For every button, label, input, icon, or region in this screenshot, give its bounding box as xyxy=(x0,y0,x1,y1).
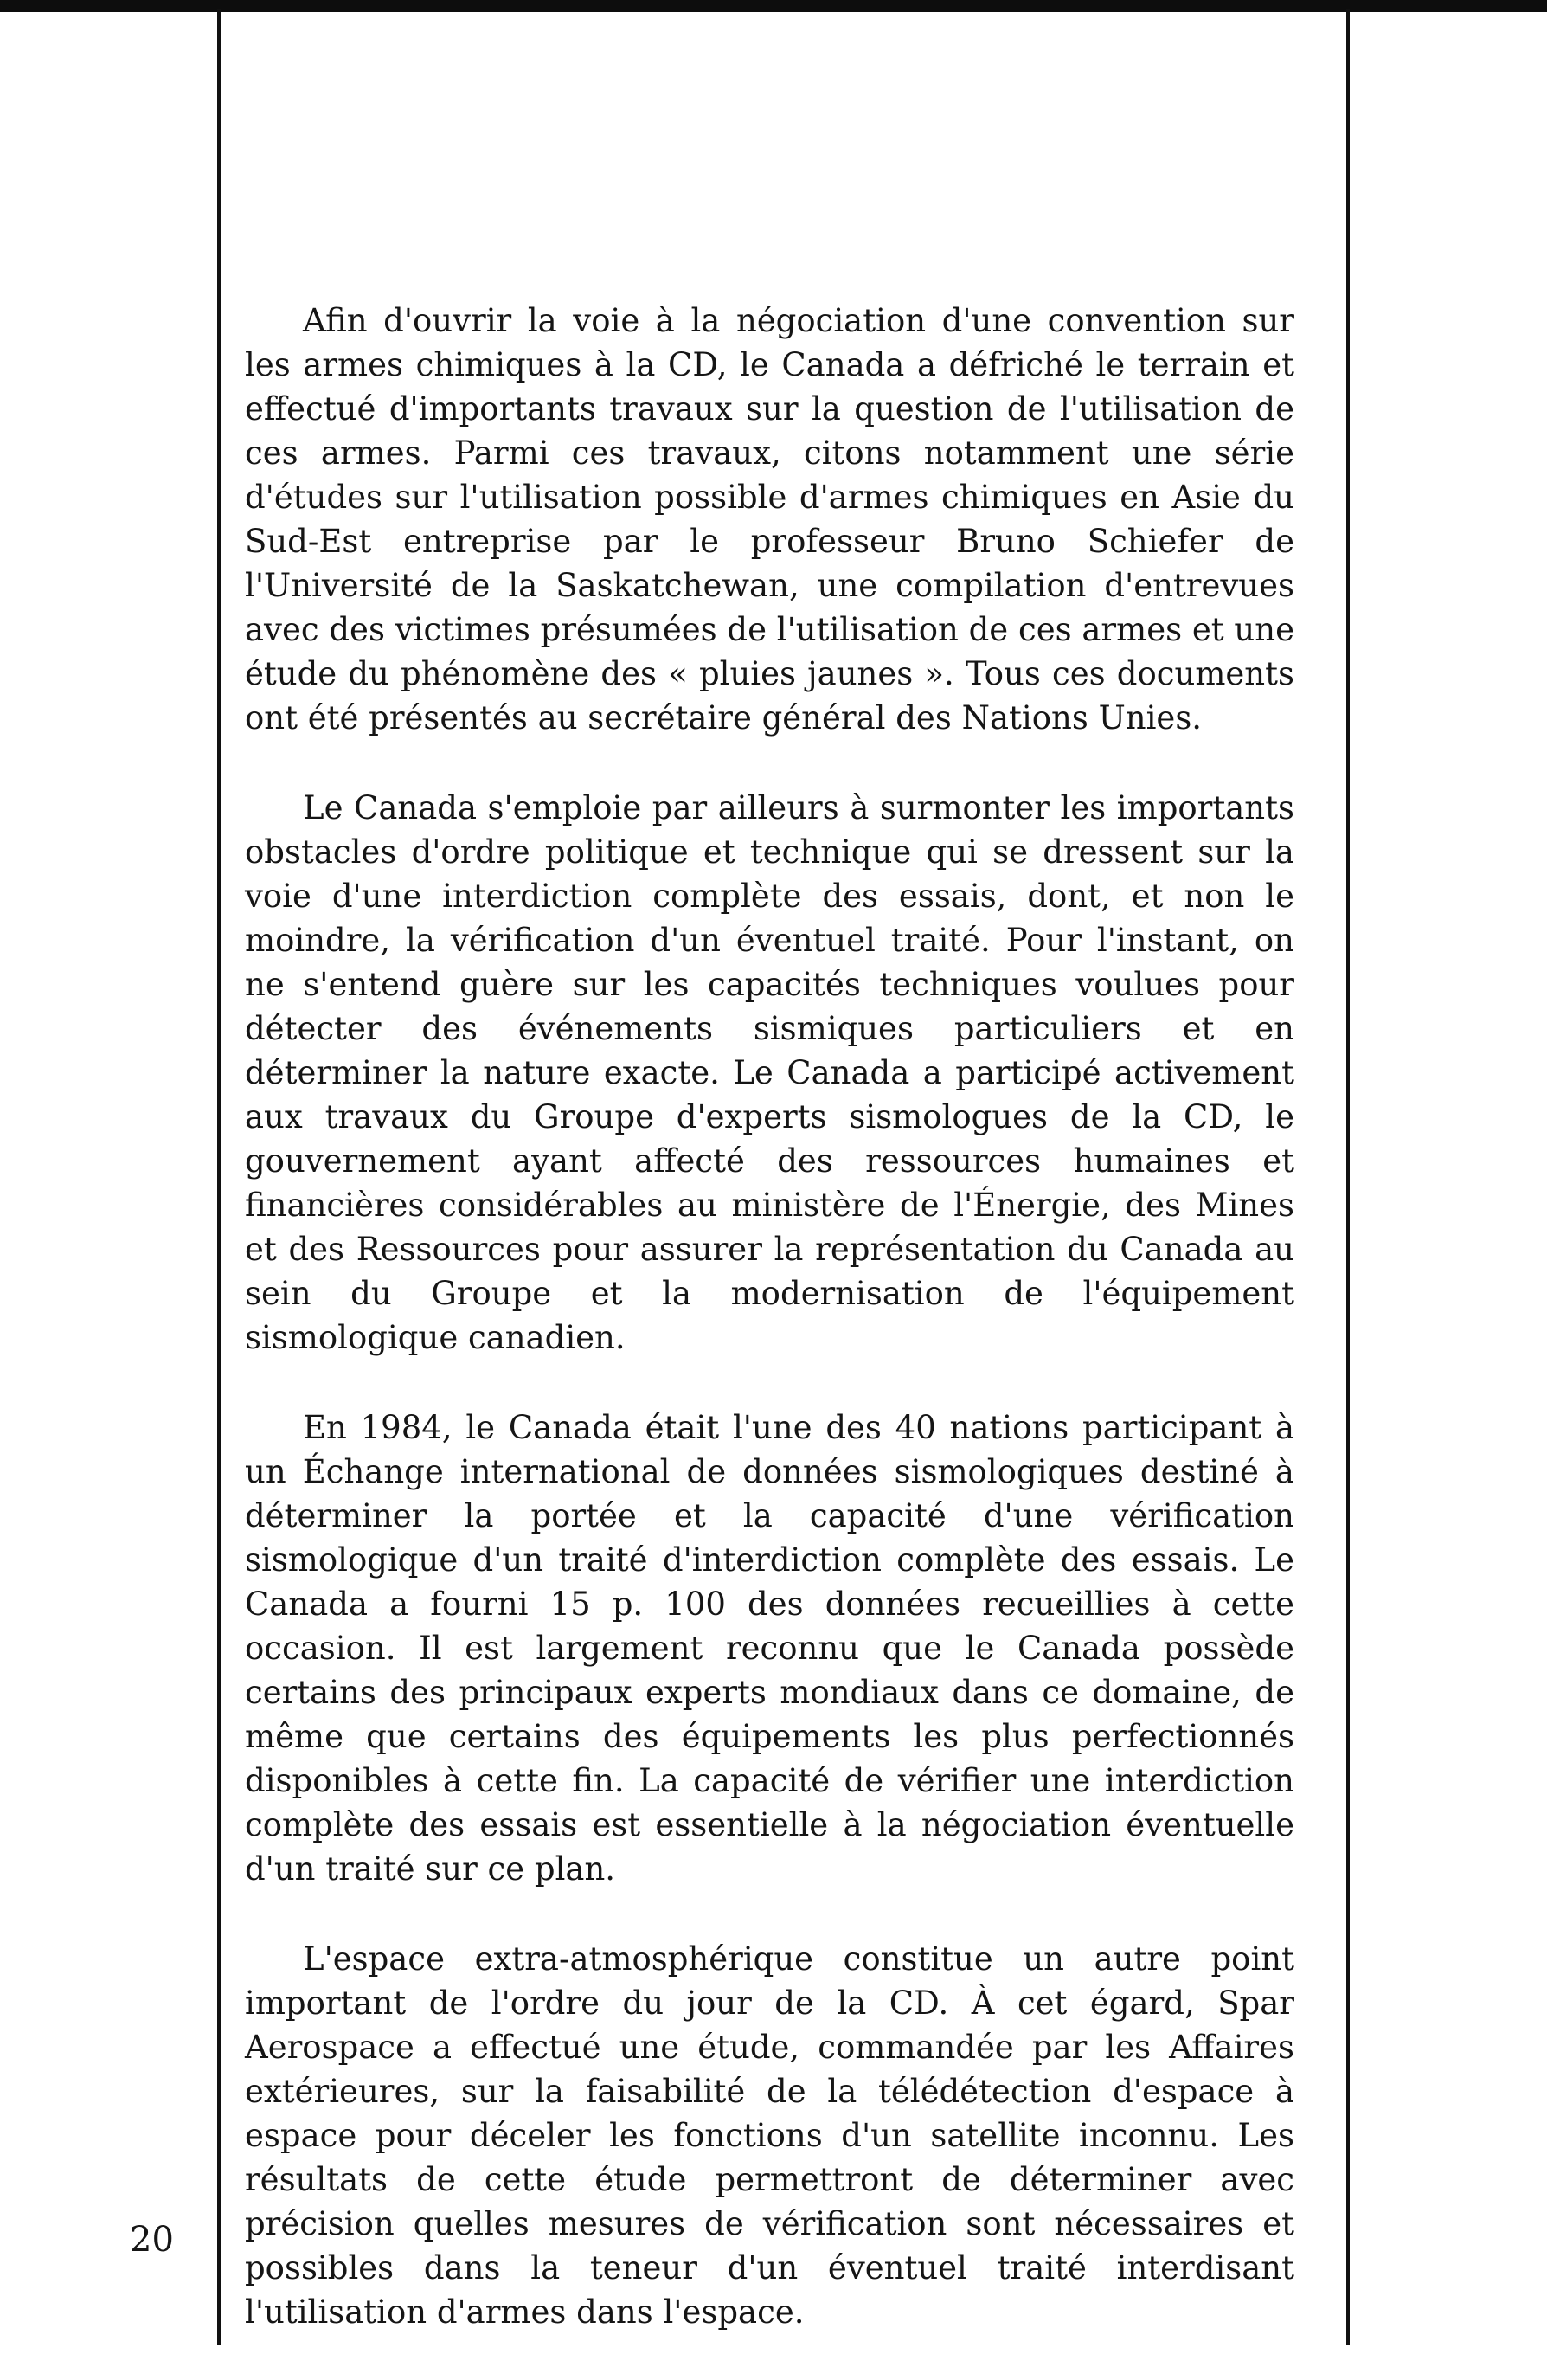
page-number: 20 xyxy=(130,2220,174,2260)
paragraph-outer-space: L'espace extra-atmosphérique constitue un autre point important de l'ordre du jour de la CD. À cet égard, Spar Aerospace a effectué une étude, commandée par les Affaires extérieures, sur la faisabilité de la télédétection d'espace à espace pour déceler les fonctions d'un satellite inconnu. Les résultats de cette étude permettront de déterminer avec précision quelles mesures de vérification sont nécessaires et possibles dans la teneur d'un éventuel traité interdisant l'utilisation d'armes dans l'espace. xyxy=(245,1940,1294,2331)
paragraph-test-ban-verification: Le Canada s'emploie par ailleurs à surmonter les importants obstacles d'ordre politique et technique qui se dressent sur la voie d'une interdiction complète des essais, dont, et non le moindre, la vérification d'un éventuel traité. Pour l'instant, on ne s'entend guère sur les capacités techniques voulues pour détecter des événements sismiques particuliers et en déterminer la nature exacte. Le Canada a participé activement aux travaux du Groupe d'experts sismologues de la CD, le gouvernement ayant affecté des ressources humaines et financières considérables au ministère de l'Énergie, des Mines et des Ressources pour assurer la représentation du Canada au sein du Groupe et la modernisation de l'équipement sismologique canadien. xyxy=(245,789,1294,1356)
right-margin-rule xyxy=(1346,9,1350,2345)
left-margin-rule xyxy=(217,9,221,2345)
paragraph-seismic-data-exchange: En 1984, le Canada était l'une des 40 nations participant à un Échange international de données sismologiques destiné à déterminer la portée et la capacité d'une vérification sismologique d'un traité d'interdiction complète des essais. Le Canada a fourni 15 p. 100 des données recueillies à cette occasion. Il est largement reconnu que le Canada possède certains des principaux experts mondiaux dans ce domaine, de même que certains des équipements les plus perfectionnés disponibles à cette fin. La capacité de vérifier une interdiction complète des essais est essentielle à la négociation éventuelle d'un traité sur ce plan. xyxy=(245,1409,1294,1888)
paragraph-chemical-weapons: Afin d'ouvrir la voie à la négociation d'une convention sur les armes chimiques à la CD, le Canada a défriché le terrain et effectué d'importants travaux sur la question de l'utilisation de ces armes. Parmi ces travaux, citons notamment une série d'études sur l'utilisation possible d'armes chimiques en Asie du Sud-Est entreprise par le professeur Bruno Schiefer de l'Université de la Saskatchewan, une compilation d'entrevues avec des victimes présumées de l'utilisation de ces armes et une étude du phénomène des « pluies jaunes ». Tous ces documents ont été présentés au secrétaire général des Nations Unies. xyxy=(245,302,1294,737)
top-border-rule xyxy=(0,0,1547,12)
body-text xyxy=(245,299,1294,2380)
